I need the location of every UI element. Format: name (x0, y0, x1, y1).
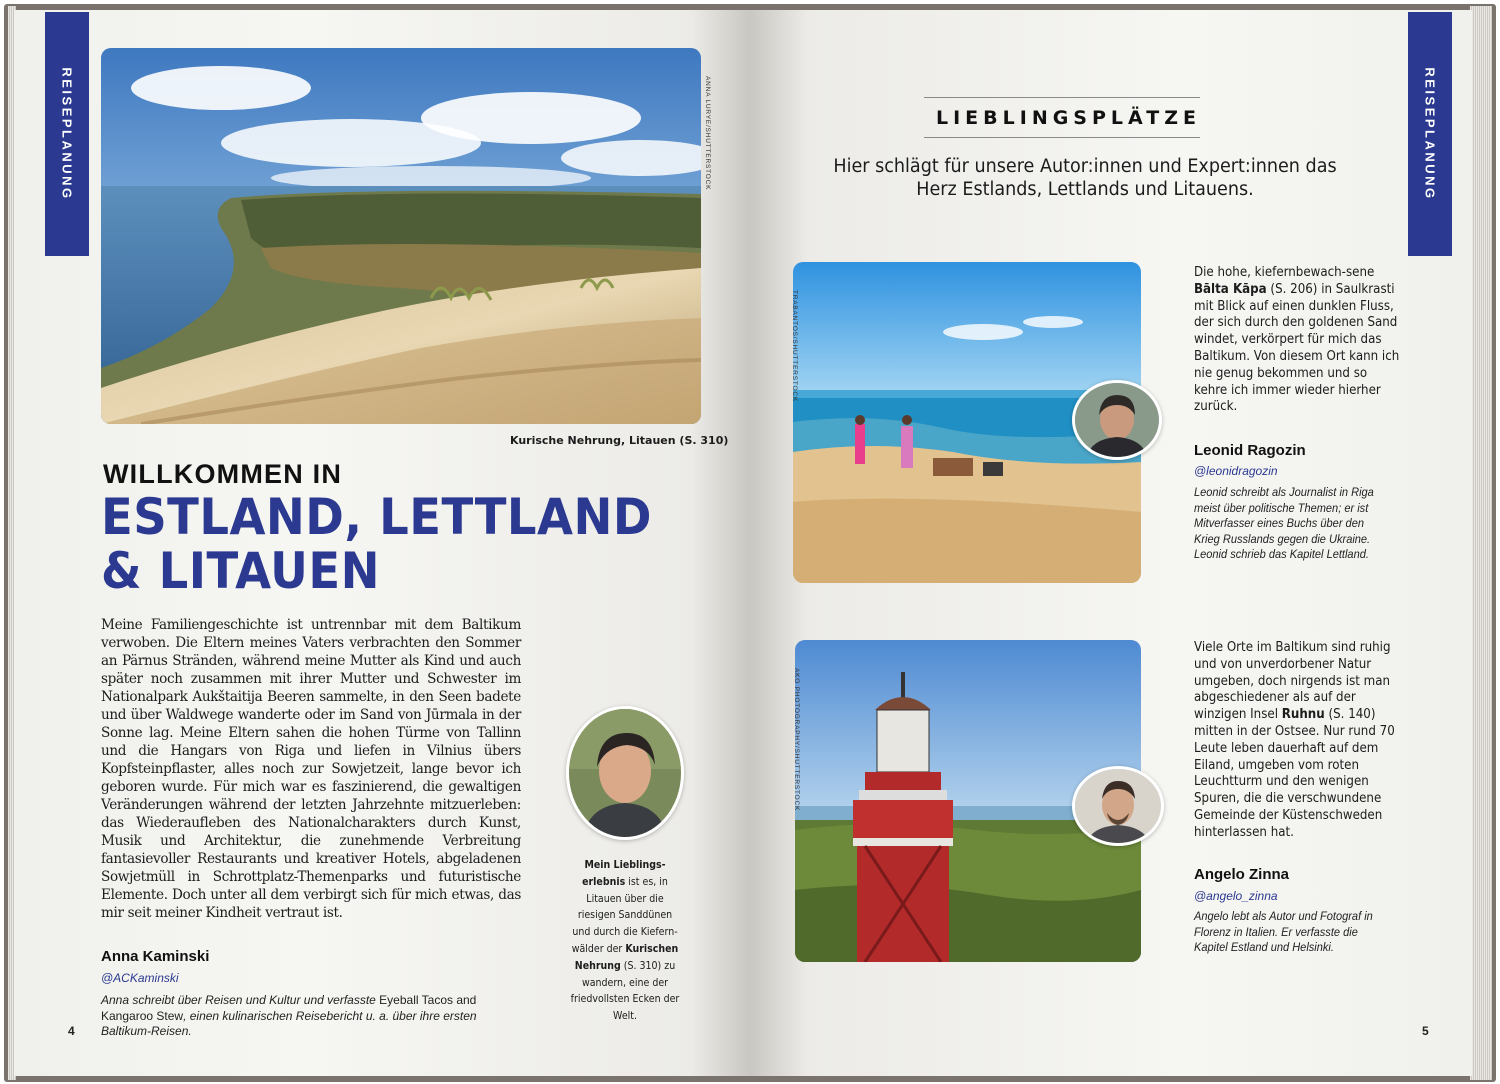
entry2-place: Ruhnu (1281, 707, 1325, 723)
tab-label: REISEPLANUNG (1422, 67, 1438, 201)
hero-photo-credit: ANNA LURYE/SHUTTERSTOCK (704, 76, 711, 191)
photo-credit-balta-kapa: TRABANTOS/SHUTTERSTOCK (791, 290, 798, 402)
hero-caption: Kurische Nehrung, Litauen (S. 310) (510, 434, 729, 447)
avatar-leonid-ragozin (1072, 380, 1162, 460)
dune-landscape-illustration (101, 48, 701, 424)
page-headline (101, 490, 652, 598)
intro-body-text: Meine Familiengeschichte ist untrennbar mit dem Baltikum verwoben. Die Eltern meines Vaters verbrachten den Sommer an Pärnus Stränden, während meine Mutter als Kind und auch später noch zusammen mit ihrer Mutter und Schwester im Nationalpark Aukštaitija Beeren sammelte, in den Seen badete und über Waldwege wanderte oder im Sand von Jūrmala in der Sonne lag. Meine Eltern sahen die hohen Türme von Tallinn und die Hangars von Riga und liefen in Vilnius übers Kopfsteinpflaster, alles noch zur Sowjetzeit, lange bevor ich geboren wurde. Für mich war es faszinierend, die gewaltigen Veränderungen während der letzten Jahrzehnte mitzuerleben: das Wiederaufleben des Nationalcharakters durch Kunst, Musik und Architektur, die zunehmende Verbreitung fantasievoller Restaurants und kreativer Hotels, abgeladenen Sowjetmüll in Schrottplatz-Themenparks und futuristische Elemente. Doch unter all dem verbirgt sich für mich etwas, das mir seit meiner Kindheit vertraut ist. (101, 617, 521, 921)
section-tab-right (1408, 12, 1452, 256)
page-kicker: WILLKOMMEN IN (103, 459, 343, 489)
author-bio-anna: Anna schreibt über Reisen und Kultur und verfasste Eyeball Tacos and Kangaroo Stew, einen kulinarischen Reisebericht u. a. über ihre ersten Baltikum-Reisen. (101, 993, 477, 1038)
headline-line-1: ESTLAND, LETTLAND (101, 488, 652, 546)
book-title: Eyeball Tacos and Kangaroo Stew (101, 993, 477, 1023)
portrait-illustration (569, 709, 681, 837)
author-handle-anna[interactable]: @ACKaminski (101, 971, 179, 985)
author-handle-leonid[interactable]: @leonidragozin (1194, 464, 1278, 478)
entry1-place: Bālta Kāpa (1194, 281, 1267, 297)
author-bio-angelo: Angelo lebt als Autor und Fotograf in Florenz in Italien. Er verfasste die Kapitel Estland und Helsinki. (1194, 909, 1373, 954)
hero-photo-curonian-spit (101, 48, 701, 424)
page-edge-right (1470, 6, 1492, 1080)
entry2-description: Viele Orte im Baltikum sind ruhig und von unverdorbener Natur umgeben, doch nirgends ist man abgeschiedener als auf der winzigen Insel Ruhnu (S. 140) mitten in der Ostsee. Nur rund 70 Leute leben dauerhaft auf dem Eiland, umgeben vom roten Leuchtturm und den wenigen Spuren, die die verschwundene Gemeinde der Küstenschweden hinterlassen hat. (1194, 640, 1395, 840)
author-bio-leonid: Leonid schreibt als Journalist in Riga meist über politische Themen; er ist Mitverfasser eines Buchs über den Krieg Russlands gegen die Ukraine. Leonid schrieb das Kapitel Lettland. (1194, 485, 1374, 561)
page-number-left: 4 (68, 1024, 75, 1038)
author-name-anna: Anna Kaminski (101, 948, 210, 965)
author-name-leonid: Leonid Ragozin (1194, 442, 1306, 459)
title-rule-top (924, 97, 1200, 98)
portrait-illustration (1075, 769, 1161, 843)
author-name-angelo: Angelo Zinna (1194, 866, 1289, 883)
favorite-place: Kurischen Nehrung (574, 941, 679, 972)
portrait-illustration (1075, 383, 1159, 457)
avatar-anna-kaminski (566, 706, 684, 840)
favorite-experience: Mein Lieblings-erlebnis ist es, in Litauen über die riesigen Sanddünen und durch die Kiefern-wälder der Kurischen Nehrung (S. 310) zu wandern, eine der friedvollsten Ecken der Welt. (570, 858, 680, 1023)
favorite-lead: Mein Lieblings-erlebnis (582, 858, 666, 888)
author-handle-angelo[interactable]: @angelo_zinna (1194, 889, 1278, 903)
section-title: LIEBLINGSPLÄTZE (936, 107, 1201, 129)
title-rule-bottom (924, 137, 1200, 138)
page-number-right: 5 (1422, 1024, 1429, 1038)
headline-line-2: & LITAUEN (101, 542, 380, 600)
section-subtitle: Hier schlägt für unsere Autor:innen und Expert:innen das Herz Estlands, Lettlands und Litauens. (833, 156, 1337, 200)
section-tab-left (45, 12, 89, 256)
photo-credit-ruhnu: AKO PHOTOGRAPHY/SHUTTERSTOCK (793, 668, 800, 812)
entry1-description: Die hohe, kiefernbewach-sene Bālta Kāpa (S. 206) in Saulkrasti mit Blick auf einen dunklen Fluss, der sich durch den goldenen Sand windet, verkörpert für mich das Baltikum. Von diesem Ort kann ich nie genug bekommen und so kehre ich immer wieder hierher zurück. (1194, 265, 1400, 415)
tab-label: REISEPLANUNG (59, 67, 75, 201)
avatar-angelo-zinna (1072, 766, 1164, 846)
